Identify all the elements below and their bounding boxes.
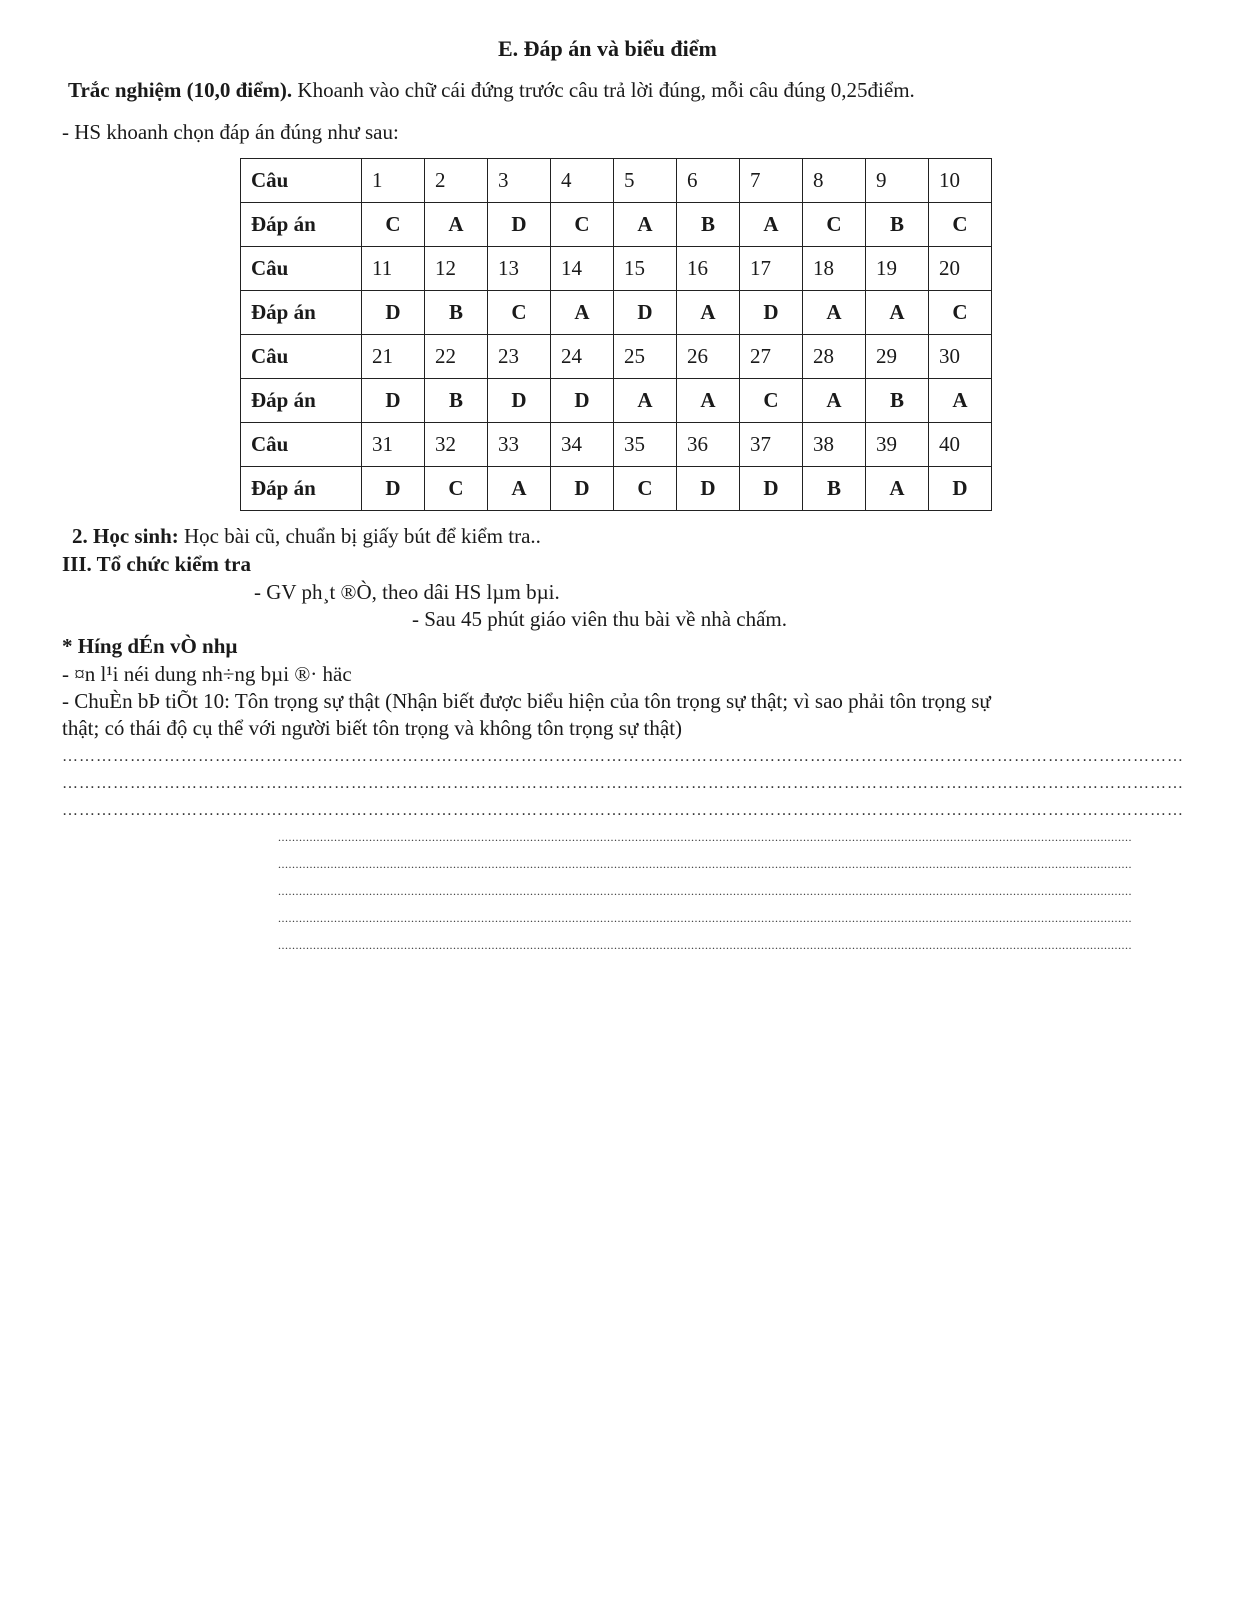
question-number: 5 — [614, 159, 677, 203]
question-label: Câu — [241, 335, 362, 379]
question-number: 3 — [488, 159, 551, 203]
question-number: 2 — [425, 159, 488, 203]
section-title: E. Đáp án và biểu điểm — [498, 36, 717, 61]
answer-label: Đáp án — [241, 379, 362, 423]
answer-letter: C — [803, 203, 866, 247]
answer-letter: A — [677, 291, 740, 335]
section-2-line — [72, 524, 541, 549]
answer-letter: B — [425, 379, 488, 423]
answer-letter: A — [551, 291, 614, 335]
on-lai-line: - ¤n l¹i néi dung nh÷ng bµi ®· häc — [62, 662, 352, 686]
answer-letter: A — [803, 379, 866, 423]
question-row — [241, 247, 992, 291]
question-number: 22 — [425, 335, 488, 379]
answer-letter: D — [929, 467, 992, 511]
intro-rest: Khoanh vào chữ cái đứng trước câu trả lời đúng, mỗi câu đúng 0,25điểm. — [292, 78, 915, 102]
question-number: 12 — [425, 247, 488, 291]
question-number: 19 — [866, 247, 929, 291]
section-3-heading: III. Tổ chức kiểm tra — [62, 552, 251, 576]
question-label: Câu — [241, 423, 362, 467]
question-number: 34 — [551, 423, 614, 467]
question-label: Câu — [241, 247, 362, 291]
question-number: 29 — [866, 335, 929, 379]
answer-letter: B — [803, 467, 866, 511]
question-number: 32 — [425, 423, 488, 467]
question-number: 14 — [551, 247, 614, 291]
answer-row — [241, 291, 992, 335]
question-number: 27 — [740, 335, 803, 379]
question-number: 23 — [488, 335, 551, 379]
question-number: 6 — [677, 159, 740, 203]
answer-letter: A — [488, 467, 551, 511]
chuan-bi-line-2: thật; có thái độ cụ thể với người biết tôn trọng và không tôn trọng sự thật) — [62, 716, 683, 740]
answer-letter: A — [425, 203, 488, 247]
gv-line: - GV ph¸t ®Ò, theo dâi HS lµm bµi. — [254, 580, 560, 604]
answer-table — [240, 158, 992, 511]
question-number: 11 — [362, 247, 425, 291]
question-number: 17 — [740, 247, 803, 291]
answer-letter: A — [740, 203, 803, 247]
answer-letter: C — [425, 467, 488, 511]
answer-letter: A — [803, 291, 866, 335]
answer-letter: C — [551, 203, 614, 247]
question-number: 4 — [551, 159, 614, 203]
answer-letter: D — [488, 203, 551, 247]
answer-letter: A — [614, 203, 677, 247]
question-row — [241, 335, 992, 379]
question-number: 8 — [803, 159, 866, 203]
question-number: 37 — [740, 423, 803, 467]
answer-letter: D — [551, 467, 614, 511]
question-row — [241, 159, 992, 203]
question-number: 18 — [803, 247, 866, 291]
answer-letter: A — [929, 379, 992, 423]
question-number: 40 — [929, 423, 992, 467]
question-number: 38 — [803, 423, 866, 467]
dotted-line: .................................................................................................................................................................................................................................................... — [278, 857, 1132, 871]
section-2-label: 2. Học sinh: — [72, 524, 179, 548]
answer-row — [241, 379, 992, 423]
question-number: 25 — [614, 335, 677, 379]
dotted-line: .................................................................................................................................................................................................................................................... — [278, 884, 1132, 898]
answer-letter: D — [488, 379, 551, 423]
question-number: 16 — [677, 247, 740, 291]
answer-letter: B — [866, 203, 929, 247]
answer-letter: D — [740, 291, 803, 335]
dotted-line: .................................................................................................................................................................................................................................................... — [278, 938, 1132, 952]
section-2-text: Học bài cũ, chuẩn bị giấy bút để kiểm tra.. — [178, 524, 541, 548]
answer-letter: D — [614, 291, 677, 335]
question-number: 7 — [740, 159, 803, 203]
chuan-bi-line-1: - ChuÈn bÞ tiÕt 10: Tôn trọng sự thật (Nhận biết được biểu hiện của tôn trọng sự thật; vì sao phải tôn trọng sự — [62, 689, 991, 713]
answer-row — [241, 467, 992, 511]
question-number: 24 — [551, 335, 614, 379]
answer-letter: C — [362, 203, 425, 247]
answer-letter: B — [866, 379, 929, 423]
answer-letter: A — [614, 379, 677, 423]
answer-letter: D — [362, 467, 425, 511]
answer-label: Đáp án — [241, 291, 362, 335]
answer-letter: B — [677, 203, 740, 247]
answer-letter: A — [677, 379, 740, 423]
question-number: 20 — [929, 247, 992, 291]
question-number: 1 — [362, 159, 425, 203]
answer-letter: D — [740, 467, 803, 511]
question-number: 33 — [488, 423, 551, 467]
intro-bold: Trắc nghiệm (10,0 điểm). — [68, 78, 293, 102]
dotted-line: .................................................................................................................................................................................................................................................... — [278, 830, 1132, 844]
question-number: 15 — [614, 247, 677, 291]
answer-letter: C — [929, 291, 992, 335]
question-number: 13 — [488, 247, 551, 291]
answer-letter: C — [614, 467, 677, 511]
intro-line — [68, 78, 915, 103]
question-number: 35 — [614, 423, 677, 467]
question-number: 9 — [866, 159, 929, 203]
answer-letter: B — [425, 291, 488, 335]
answer-letter: C — [740, 379, 803, 423]
dotted-line: ……………………………………………………………………………………………………………………………………………………………………………… — [62, 802, 1184, 819]
huong-dan-heading: * Híng dÉn vÒ nhµ — [62, 634, 238, 658]
answer-letter: D — [677, 467, 740, 511]
answer-letter: D — [362, 379, 425, 423]
answer-row — [241, 203, 992, 247]
question-number: 10 — [929, 159, 992, 203]
answer-letter: C — [929, 203, 992, 247]
question-row — [241, 423, 992, 467]
answer-letter: A — [866, 291, 929, 335]
dotted-line: .................................................................................................................................................................................................................................................... — [278, 911, 1132, 925]
answer-label: Đáp án — [241, 467, 362, 511]
answer-letter: D — [362, 291, 425, 335]
dotted-line: ……………………………………………………………………………………………………………………………………………………………………………… — [62, 748, 1184, 765]
answer-letter: D — [551, 379, 614, 423]
hs-line: - HS khoanh chọn đáp án đúng như sau: — [62, 120, 399, 144]
question-number: 31 — [362, 423, 425, 467]
dotted-line: ……………………………………………………………………………………………………………………………………………………………………………… — [62, 775, 1184, 792]
question-label: Câu — [241, 159, 362, 203]
answer-letter: C — [488, 291, 551, 335]
question-number: 39 — [866, 423, 929, 467]
question-number: 26 — [677, 335, 740, 379]
sau-line: - Sau 45 phút giáo viên thu bài về nhà chấm. — [412, 607, 787, 631]
question-number: 28 — [803, 335, 866, 379]
answer-letter: A — [866, 467, 929, 511]
question-number: 30 — [929, 335, 992, 379]
question-number: 36 — [677, 423, 740, 467]
question-number: 21 — [362, 335, 425, 379]
answer-label: Đáp án — [241, 203, 362, 247]
